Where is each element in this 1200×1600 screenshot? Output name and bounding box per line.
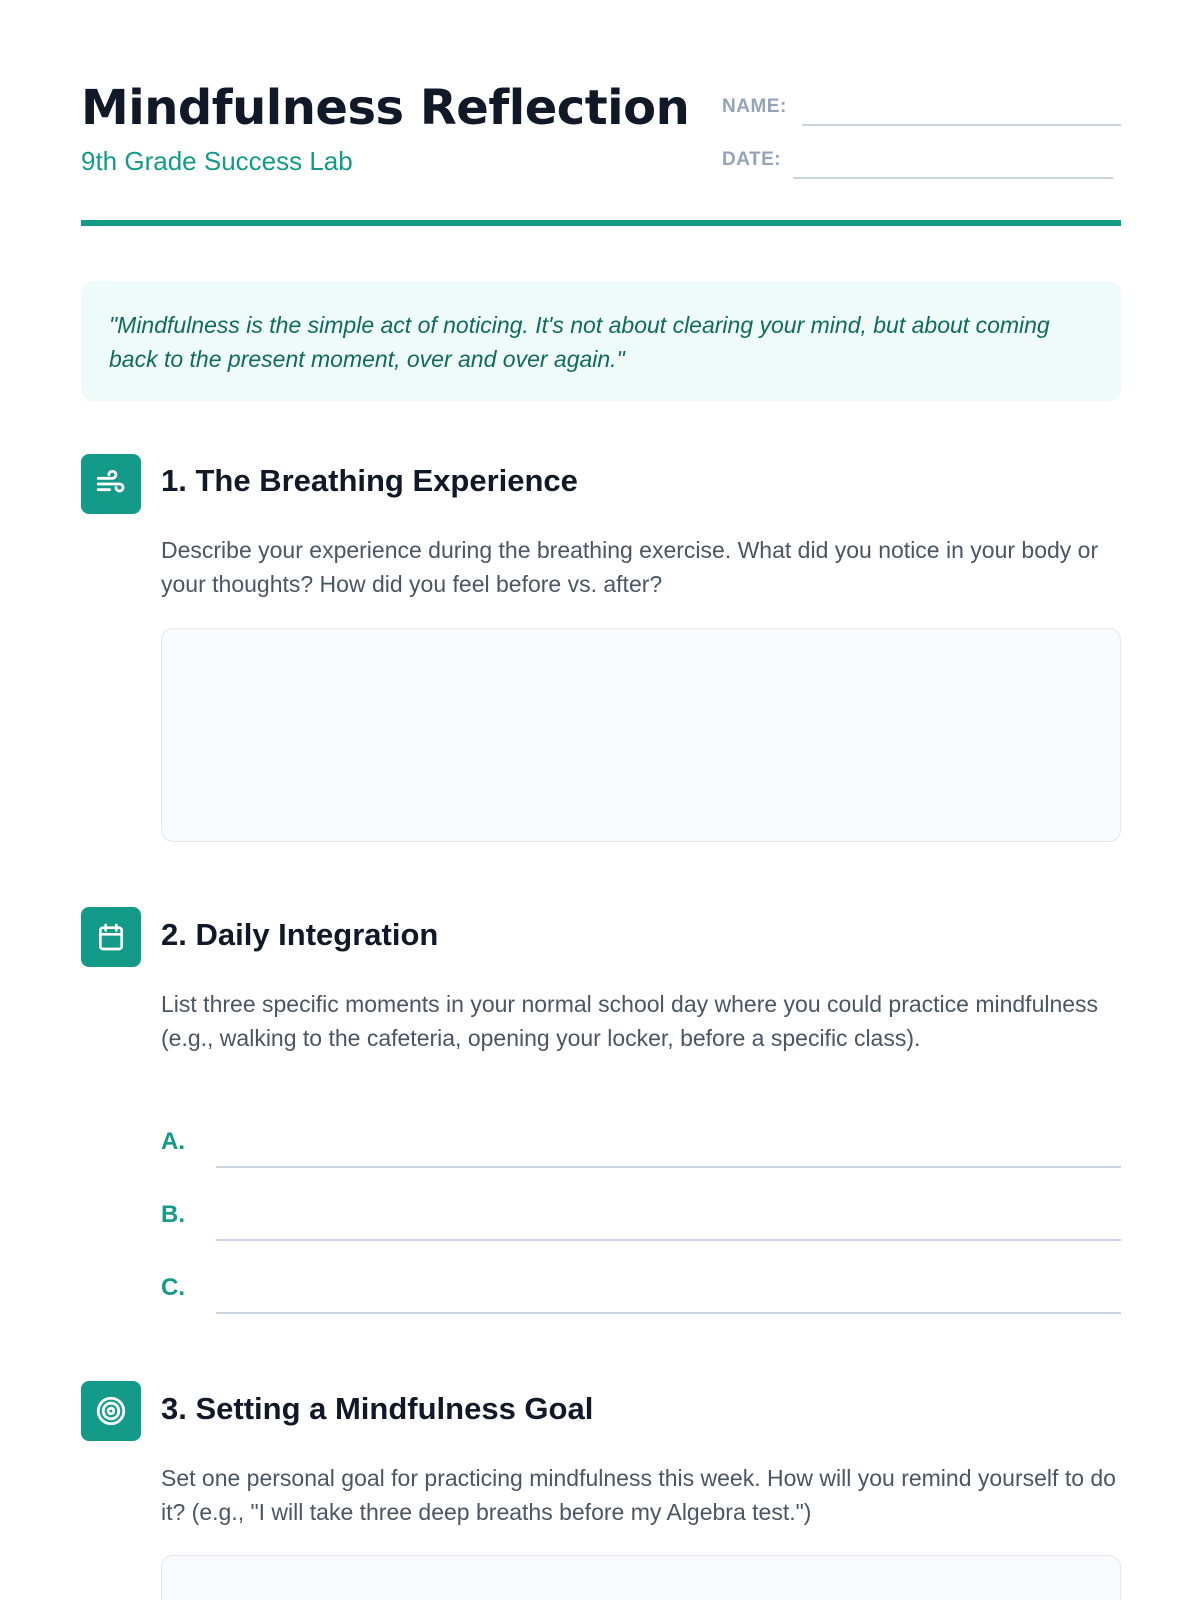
header-divider [81, 220, 1121, 226]
worksheet-header [81, 0, 1121, 230]
name-label: NAME: [722, 96, 787, 117]
quote-text: "Mindfulness is the simple act of noticing. It's not about clearing your mind, but about coming back to the present moment, over and over again." [109, 312, 1050, 372]
section-title: 1. The Breathing Experience [161, 463, 578, 498]
section-title: 3. Setting a Mindfulness Goal [161, 1391, 594, 1426]
quote-box [81, 281, 1121, 401]
goal-answer-box[interactable] [161, 1555, 1121, 1600]
date-field[interactable] [793, 177, 1113, 179]
section-title: 2. Daily Integration [161, 917, 439, 952]
date-label: DATE: [722, 149, 782, 170]
wind-icon [81, 454, 141, 514]
answer-line-c[interactable] [216, 1312, 1121, 1314]
item-letter-c: C. [161, 1274, 185, 1301]
answer-line-a[interactable] [216, 1166, 1121, 1168]
breathing-answer-box[interactable] [161, 628, 1121, 842]
calendar-icon [81, 907, 141, 967]
answer-line-b[interactable] [216, 1239, 1121, 1241]
section-description: Set one personal goal for practicing mindfulness this week. How will you remind yourself to do it? (e.g., "I will take three deep breaths before my Algebra test.") [161, 1465, 1116, 1525]
section-description: List three specific moments in your normal school day where you could practice mindfulness (e.g., walking to the cafeteria, opening your locker, before a specific class). [161, 991, 1099, 1051]
page-title: Mindfulness Reflection [81, 80, 690, 136]
item-letter-b: B. [161, 1201, 185, 1228]
target-icon [81, 1381, 141, 1441]
page-subtitle: 9th Grade Success Lab [81, 146, 353, 176]
name-field[interactable] [802, 124, 1121, 126]
section-description: Describe your experience during the breathing exercise. What did you notice in your body or your thoughts? How did you feel before vs. after? [161, 537, 1099, 597]
item-letter-a: A. [161, 1128, 185, 1155]
